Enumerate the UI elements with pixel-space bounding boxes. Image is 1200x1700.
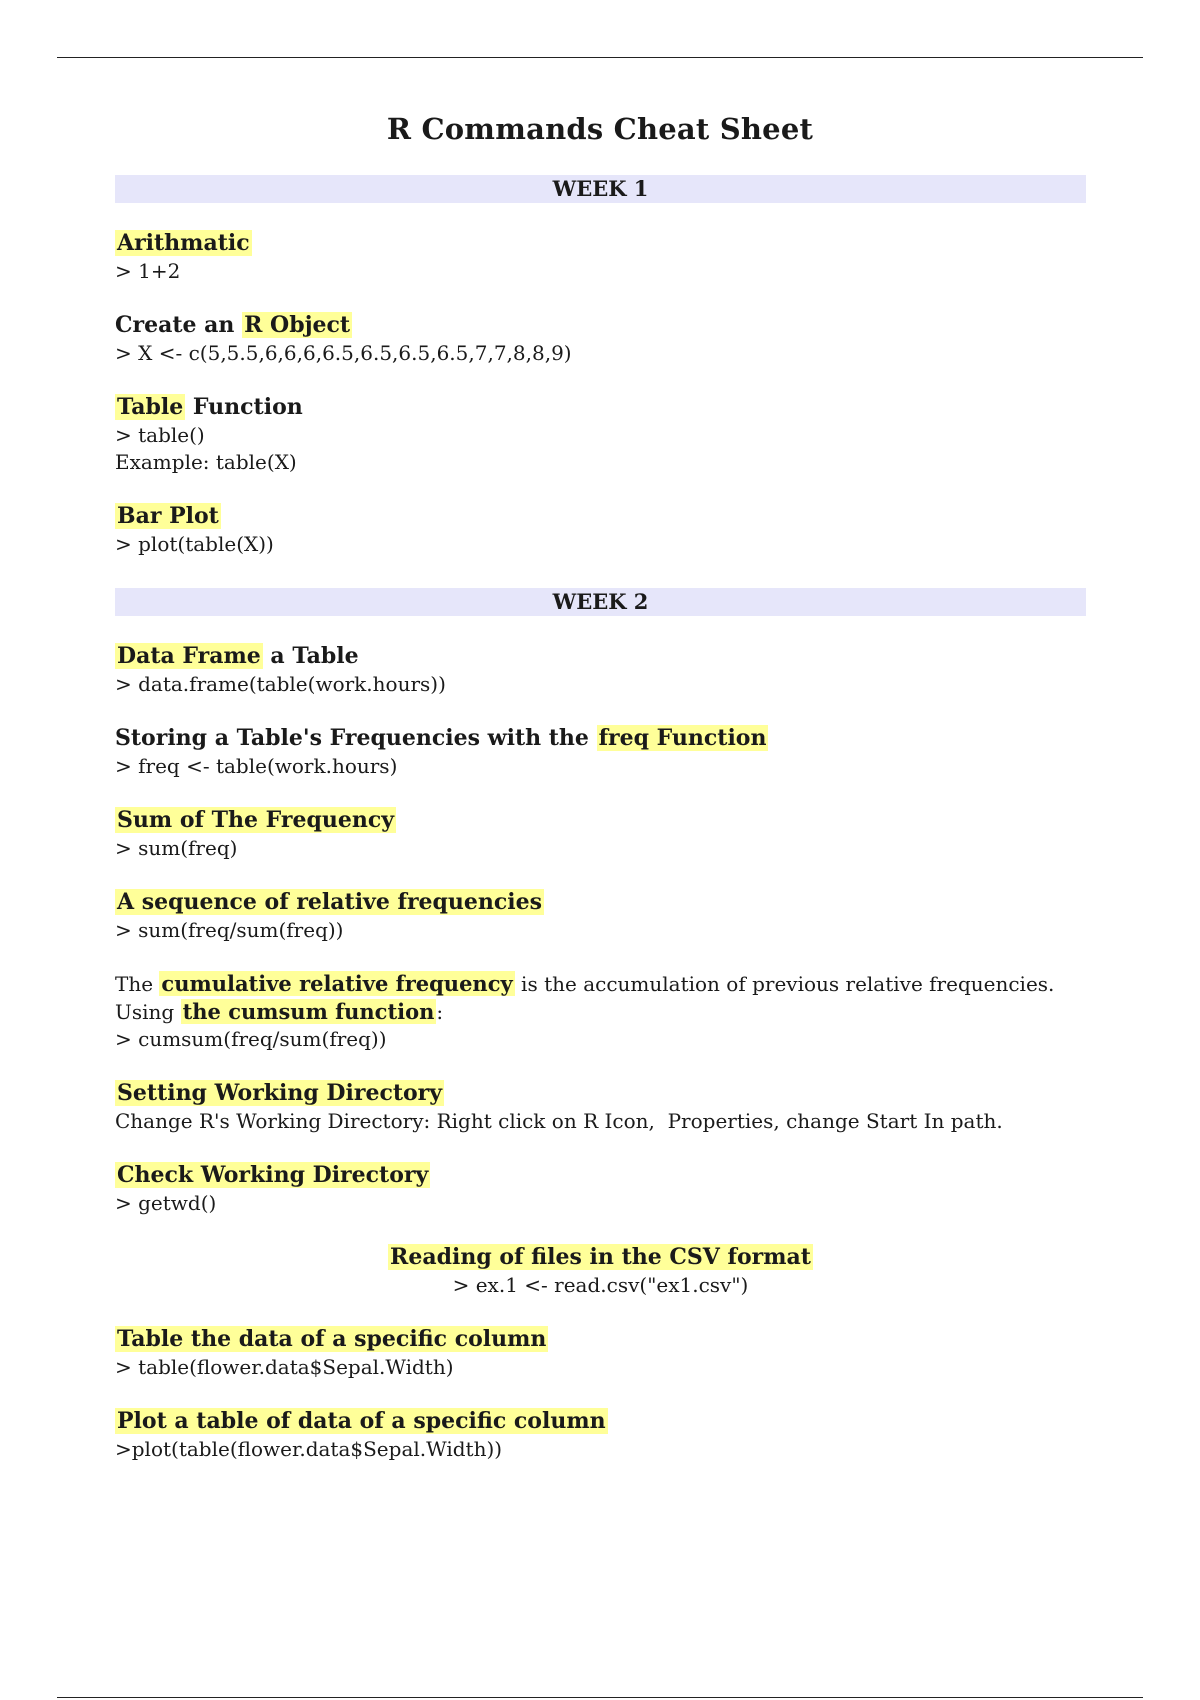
code-data-frame: > data.frame(table(work.hours)) <box>115 672 446 696</box>
cumsum-text-post: : <box>436 1000 444 1024</box>
section-r-object <box>115 311 1086 367</box>
text-setting-wd: Change R's Working Directory: Right click on R Icon, Properties, change Start In path. <box>115 1109 1003 1133</box>
heading-data-frame-post: a Table <box>262 643 359 669</box>
code-freq: > freq <- table(work.hours) <box>115 754 398 778</box>
section-arithmatic <box>115 229 1086 285</box>
section-check-wd <box>115 1161 1086 1217</box>
heading-freq-highlight: freq Function <box>598 725 767 751</box>
section-csv <box>115 1243 1086 1299</box>
code-check-wd: > getwd() <box>115 1191 217 1215</box>
code-plot-column: >plot(table(flower.data$Sepal.Width)) <box>115 1437 503 1461</box>
code-arithmatic: > 1+2 <box>115 259 181 283</box>
section-relative-frequencies <box>115 888 1086 944</box>
heading-csv: Reading of files in the CSV format <box>390 1244 811 1270</box>
code-bar-plot: > plot(table(X)) <box>115 532 274 556</box>
cumulative-text-post: is the accumulation of previous relative frequencies. <box>514 972 1055 996</box>
cumulative-text-pre: The <box>115 972 160 996</box>
example-table: Example: table(X) <box>115 450 297 474</box>
heading-r-object-pre: Create an <box>115 312 243 338</box>
heading-check-wd: Check Working Directory <box>117 1162 429 1188</box>
code-table-column: > table(flower.data$Sepal.Width) <box>115 1355 454 1379</box>
heading-arithmatic: Arithmatic <box>117 230 250 256</box>
section-setting-wd <box>115 1079 1086 1135</box>
cumsum-paragraph <box>115 998 1086 1026</box>
heading-relative-frequencies: A sequence of relative frequencies <box>117 889 543 915</box>
heading-table-column: Table the data of a specific column <box>117 1326 547 1352</box>
cumsum-text-pre: Using <box>115 1000 181 1024</box>
heading-table-post: Function <box>185 394 303 420</box>
cumulative-paragraph <box>115 970 1086 998</box>
code-table: > table() <box>115 423 205 447</box>
week1-content <box>115 175 1086 558</box>
code-cumsum: > cumsum(freq/sum(freq)) <box>115 1027 387 1051</box>
week2-content <box>115 588 1086 1463</box>
section-freq <box>115 724 1086 780</box>
code-r-object: > X <- c(5,5.5,6,6,6,6.5,6.5,6.5,6.5,7,7,8,8,9) <box>115 341 572 365</box>
heading-data-frame-highlight: Data Frame <box>117 643 261 669</box>
section-bar-plot <box>115 502 1086 558</box>
section-data-frame <box>115 642 1086 698</box>
section-table-function <box>115 393 1086 476</box>
heading-setting-wd: Setting Working Directory <box>117 1080 443 1106</box>
week2-band: WEEK 2 <box>115 588 1086 616</box>
section-sum-frequency <box>115 806 1086 862</box>
week1-band: WEEK 1 <box>115 175 1086 203</box>
heading-bar-plot: Bar Plot <box>117 503 219 529</box>
code-csv: > ex.1 <- read.csv("ex1.csv") <box>452 1273 749 1297</box>
page-title: R Commands Cheat Sheet <box>386 112 814 146</box>
cumulative-highlight: cumulative relative frequency <box>161 971 513 996</box>
cumsum-highlight: the cumsum function <box>182 999 435 1024</box>
heading-sum-frequency: Sum of The Frequency <box>117 807 395 833</box>
heading-table-highlight: Table <box>117 394 184 420</box>
section-cumulative <box>115 970 1086 1053</box>
code-sum-frequency: > sum(freq) <box>115 836 238 860</box>
code-relative-frequencies: > sum(freq/sum(freq)) <box>115 918 344 942</box>
heading-plot-column: Plot a table of data of a specific column <box>117 1408 606 1434</box>
heading-r-object-highlight: R Object <box>244 312 351 338</box>
heading-freq-pre: Storing a Table's Frequencies with the <box>115 725 597 751</box>
section-table-column <box>115 1325 1086 1381</box>
section-plot-column <box>115 1407 1086 1463</box>
bottom-rule <box>57 1697 1143 1698</box>
top-rule <box>57 57 1143 58</box>
